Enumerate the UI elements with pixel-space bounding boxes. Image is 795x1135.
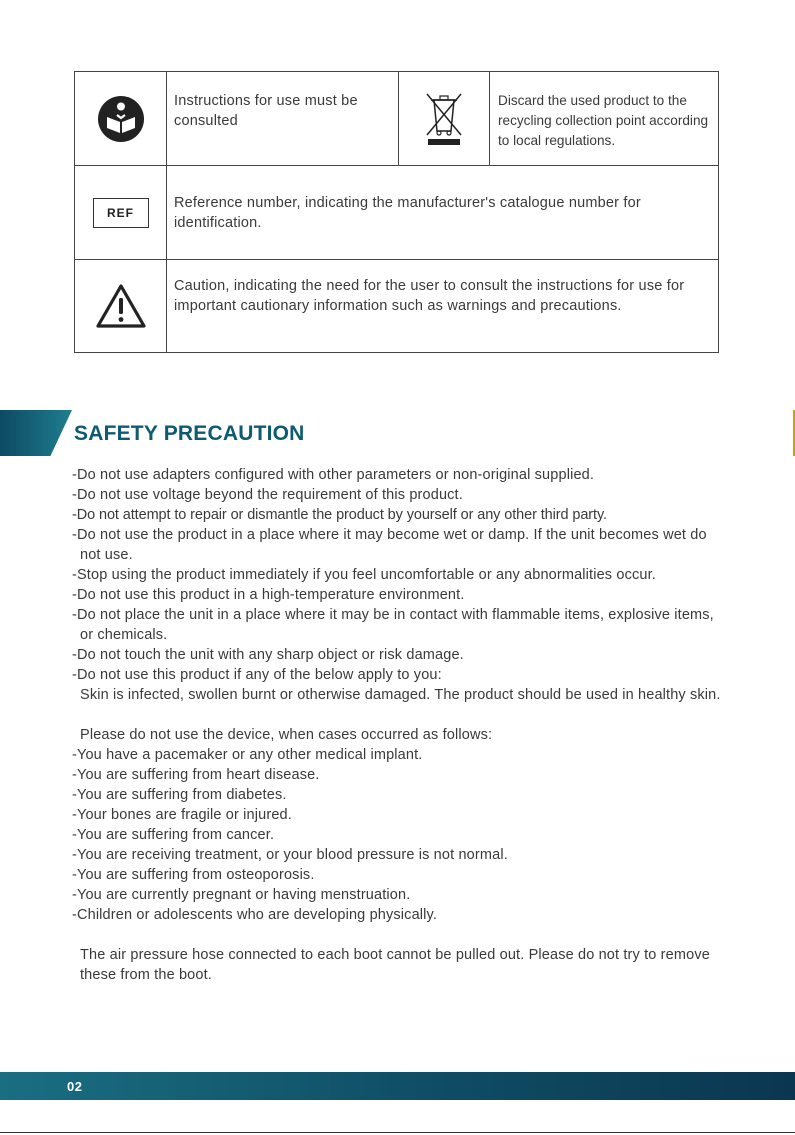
spacer bbox=[72, 925, 722, 945]
precaution-item: -Do not use this product in a high-temperature environment. bbox=[72, 587, 465, 603]
precaution-item: -Do not use the product in a place where it may become wet or damp. If the unit becomes wet do not use. bbox=[72, 527, 707, 563]
caution-triangle-icon bbox=[95, 283, 147, 329]
instructions-text: Instructions for use must be consulted bbox=[174, 93, 358, 129]
precaution-item: -Do not use adapters configured with other parameters or non-original supplied. bbox=[72, 467, 595, 483]
precaution-item: -Stop using the product immediately if you feel uncomfortable or any abnormalities occur. bbox=[72, 567, 656, 583]
case-item: -You are currently pregnant or having menstruation. bbox=[72, 887, 411, 903]
disposal-text: Discard the used product to the recycling collection point according to local regulations. bbox=[498, 93, 709, 148]
crossed-out-bin-icon bbox=[422, 91, 466, 147]
case-item: -You are suffering from heart disease. bbox=[72, 767, 320, 783]
page-number: 02 bbox=[67, 1079, 83, 1094]
ref-label-icon: REF bbox=[93, 198, 149, 228]
precaution-item: -Do not use this product if any of the below apply to you: bbox=[72, 667, 442, 683]
safety-content bbox=[72, 465, 722, 985]
precaution-item: -Do not place the unit in a place where it may be in contact with flammable items, explosive items, or chemicals. bbox=[72, 607, 714, 643]
symbols-row-2 bbox=[75, 166, 718, 260]
caution-text: Caution, indicating the need for the user to consult the instructions for use for important cautionary information such as warnings and precautions. bbox=[174, 278, 685, 314]
hose-note: The air pressure hose connected to each boot cannot be pulled out. Please do not try to remove these from the boot. bbox=[80, 947, 710, 983]
case-item: -You are receiving treatment, or your blood pressure is not normal. bbox=[72, 847, 508, 863]
instructions-cell bbox=[75, 72, 167, 165]
section-title: SAFETY PRECAUTION bbox=[74, 422, 305, 445]
symbols-table bbox=[74, 71, 719, 353]
weee-cell bbox=[398, 72, 490, 165]
bottom-rule bbox=[0, 1132, 795, 1133]
ref-cell bbox=[75, 166, 167, 259]
precaution-item: -Do not attempt to repair or dismantle the product by yourself or any other third party. bbox=[72, 507, 607, 523]
case-item: -You are suffering from diabetes. bbox=[72, 787, 287, 803]
case-item: -You are suffering from cancer. bbox=[72, 827, 275, 843]
precaution-item: -Do not use voltage beyond the requirement of this product. bbox=[72, 487, 463, 503]
case-item: -You have a pacemaker or any other medical implant. bbox=[72, 747, 423, 763]
case-item: -You are suffering from osteoporosis. bbox=[72, 867, 315, 883]
cases-intro: Please do not use the device, when cases occurred as follows: bbox=[80, 727, 493, 743]
case-item: -Children or adolescents who are developing physically. bbox=[72, 907, 438, 923]
precaution-item: -Do not touch the unit with any sharp object or risk damage. bbox=[72, 647, 464, 663]
skin-note: Skin is infected, swollen burnt or otherwise damaged. The product should be used in healthy skin. bbox=[80, 687, 721, 703]
spacer bbox=[72, 705, 722, 725]
caution-cell bbox=[75, 260, 167, 352]
case-item: -Your bones are fragile or injured. bbox=[72, 807, 292, 823]
reference-text: Reference number, indicating the manufacturer's catalogue number for identification. bbox=[174, 195, 641, 231]
symbols-row-3 bbox=[75, 260, 718, 352]
symbols-row-1 bbox=[75, 72, 718, 166]
section-banner-accent bbox=[0, 410, 72, 456]
page-footer bbox=[0, 1072, 795, 1100]
instructions-book-icon bbox=[97, 95, 145, 143]
